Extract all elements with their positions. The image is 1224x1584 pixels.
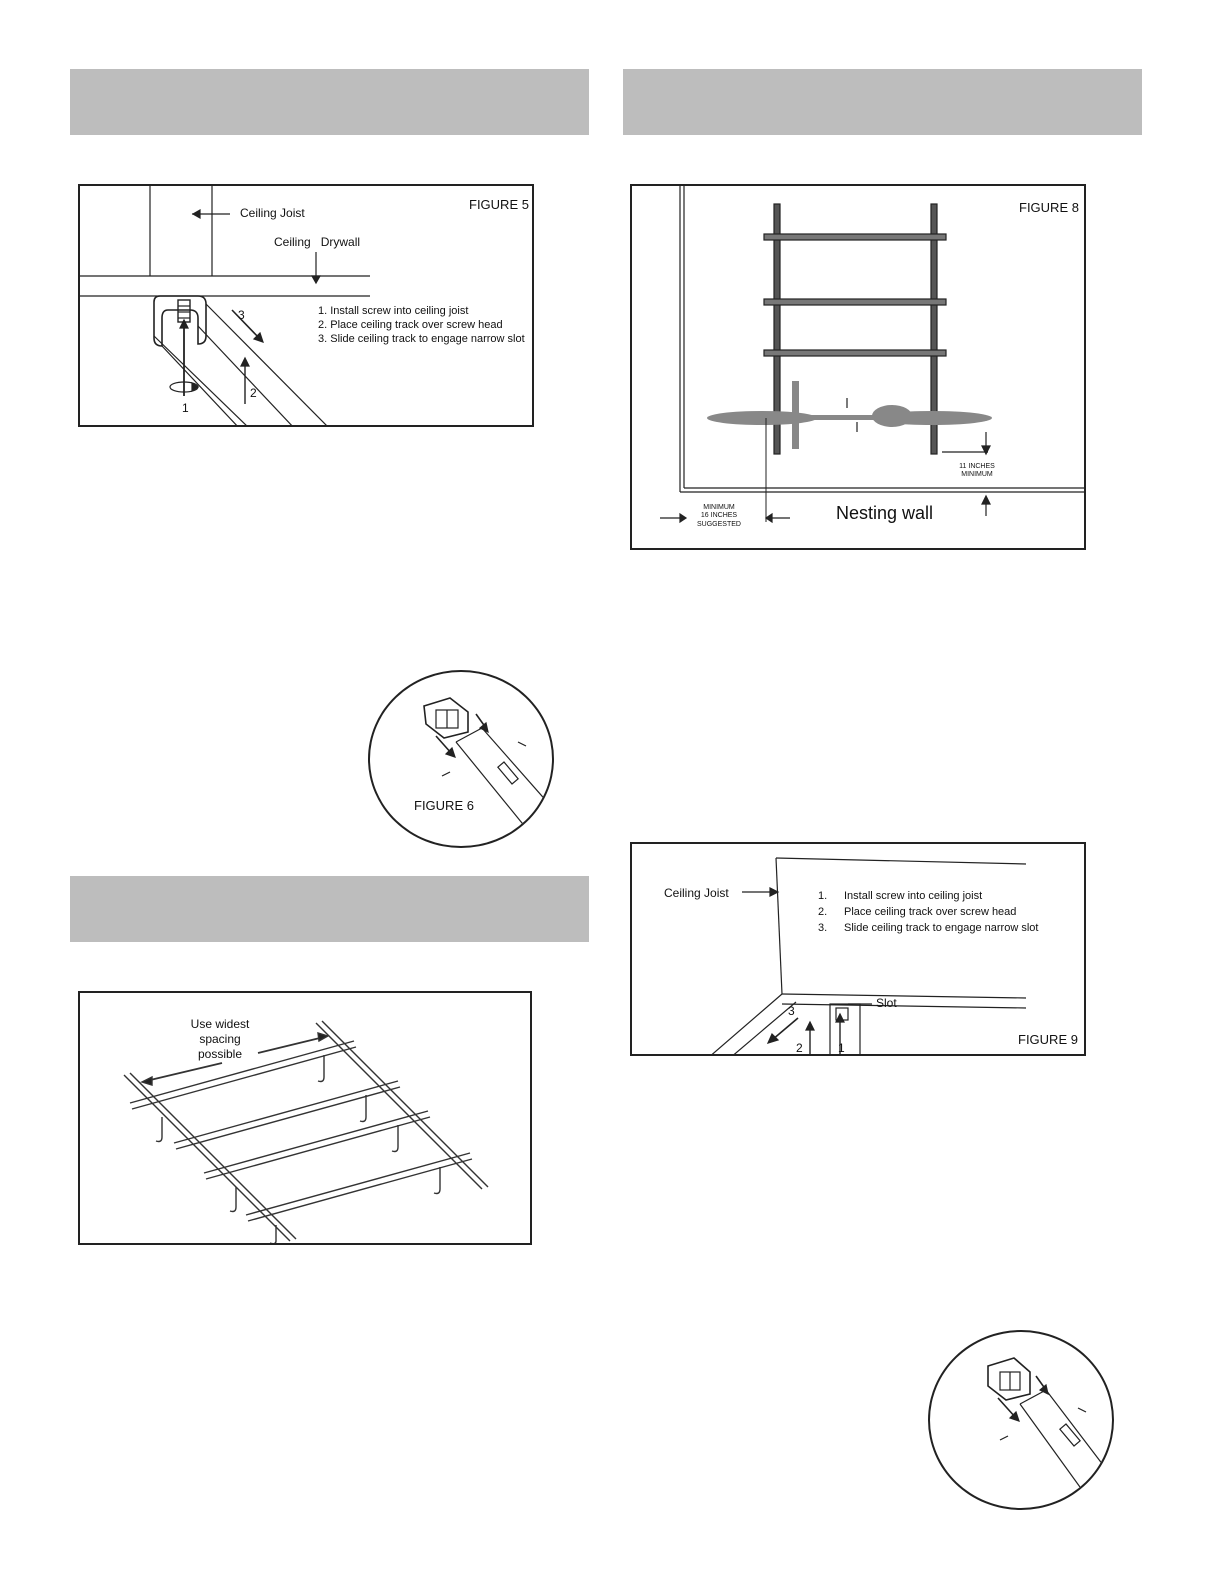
figure-9-title: FIGURE 9 bbox=[1018, 1032, 1078, 1047]
nesting-wall-label: Nesting wall bbox=[836, 503, 934, 523]
figure-5-title: FIGURE 5 bbox=[469, 197, 529, 212]
figure-7-caption-line-1: Use widest bbox=[190, 1017, 250, 1031]
figure-5-step-1: 1. Install screw into ceiling joist bbox=[318, 305, 469, 317]
figure-5-num-3: 3 bbox=[238, 308, 245, 322]
figure-9-step-1-text: Install screw into ceiling joist bbox=[844, 890, 983, 902]
figure-8-title: FIGURE 8 bbox=[1019, 200, 1079, 215]
figure-9-num-3: 3 bbox=[788, 1004, 795, 1018]
figure-9-step-1-num: 1. bbox=[818, 890, 828, 902]
figure-9-drawing bbox=[632, 844, 1086, 1056]
figure-9-step-3 bbox=[818, 920, 1038, 936]
min-16-line-1: MINIMUM bbox=[703, 504, 735, 511]
figure-6 bbox=[368, 670, 554, 848]
figure-9-num-1: 1 bbox=[838, 1041, 845, 1055]
figure-6-drawing bbox=[370, 672, 554, 848]
figure-5-num-2: 2 bbox=[250, 386, 257, 400]
figure-5-step-2: 2. Place ceiling track over screw head bbox=[318, 318, 503, 331]
figure-7-drawing bbox=[80, 993, 532, 1245]
ceiling-drywall-label: Ceiling Drywall bbox=[274, 235, 361, 249]
figure-5 bbox=[78, 184, 534, 427]
figure-9 bbox=[630, 842, 1086, 1056]
figure-9-num-2: 2 bbox=[796, 1041, 803, 1055]
figure-5-steps bbox=[318, 305, 525, 346]
figure-9-step-2-num: 2. bbox=[818, 906, 828, 918]
figure-7 bbox=[78, 991, 532, 1245]
min-11-line-1: 11 INCHES bbox=[959, 463, 995, 470]
min-16-inches-label bbox=[694, 504, 744, 529]
figure-7-caption-line-2: spacing bbox=[199, 1032, 241, 1046]
figure-5-step-3: 3. Slide ceiling track to engage narrow slot bbox=[318, 332, 525, 345]
section-header-band-top-right bbox=[623, 69, 1142, 135]
figure-7-caption bbox=[188, 1017, 252, 1062]
figure-7-caption-line-3: possible bbox=[197, 1047, 243, 1061]
figure-9-step-1 bbox=[818, 888, 1038, 904]
figure-10 bbox=[928, 1330, 1114, 1510]
figure-9-step-2-text: Place ceiling track over screw head bbox=[844, 906, 1017, 918]
figure-10-drawing bbox=[930, 1332, 1114, 1510]
ceiling-joist-label: Ceiling Joist bbox=[240, 206, 305, 220]
figure-6-title: FIGURE 6 bbox=[414, 798, 474, 813]
min-11-line-2: MINIMUM bbox=[961, 471, 993, 479]
figure-8-drawing bbox=[632, 186, 1086, 550]
figure-9-ceiling-joist-label: Ceiling Joist bbox=[664, 886, 729, 900]
section-header-band-mid-left bbox=[70, 876, 589, 942]
figure-9-step-3-text: Slide ceiling track to engage narrow slot bbox=[844, 922, 1039, 934]
min-11-inches-label bbox=[952, 463, 1002, 480]
min-16-line-3: SUGGESTED bbox=[697, 520, 741, 528]
figure-9-step-3-num: 3. bbox=[818, 922, 828, 934]
figure-9-step-2 bbox=[818, 904, 1038, 920]
min-16-line-2: 16 INCHES bbox=[700, 512, 738, 520]
figure-8 bbox=[630, 184, 1086, 550]
figure-5-num-1: 1 bbox=[182, 401, 189, 415]
slot-label: Slot bbox=[876, 996, 897, 1010]
section-header-band-top-left bbox=[70, 69, 589, 135]
figure-9-steps bbox=[818, 888, 1038, 936]
